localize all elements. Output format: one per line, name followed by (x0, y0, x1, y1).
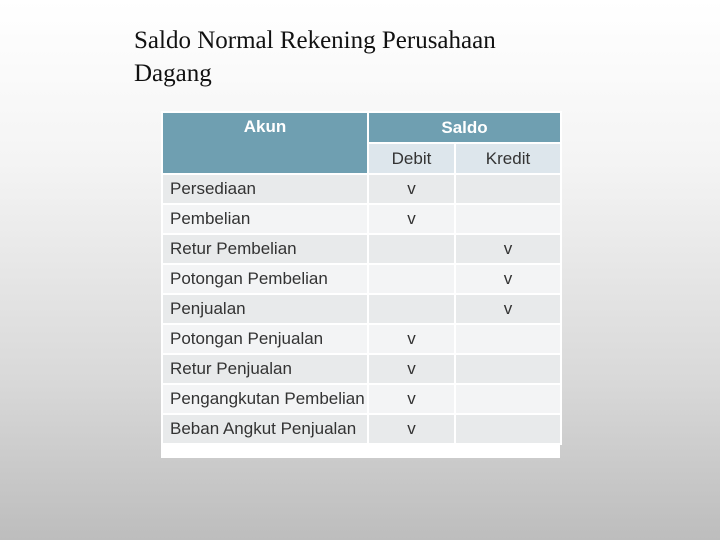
account-name-cell: Persediaan (162, 174, 368, 204)
table-row (162, 264, 561, 294)
account-name-cell: Potongan Penjualan (162, 324, 368, 354)
header-kredit: Kredit (455, 143, 561, 174)
kredit-check-cell (455, 354, 561, 384)
debit-check-cell: v (368, 324, 455, 354)
debit-check-cell (368, 234, 455, 264)
normal-balance-table-container (161, 111, 560, 458)
normal-balance-table (161, 111, 562, 445)
header-debit: Debit (368, 143, 455, 174)
account-name-cell: Pengangkutan Pembelian (162, 384, 368, 414)
debit-check-cell: v (368, 204, 455, 234)
account-name-cell: Penjualan (162, 294, 368, 324)
debit-check-cell: v (368, 354, 455, 384)
slide-title-line-2: Dagang (134, 60, 212, 87)
slide-title (134, 24, 654, 90)
debit-check-cell (368, 294, 455, 324)
kredit-check-cell (455, 204, 561, 234)
account-name-cell: Retur Penjualan (162, 354, 368, 384)
account-name-cell: Retur Pembelian (162, 234, 368, 264)
table-row (162, 174, 561, 204)
table-row (162, 384, 561, 414)
kredit-check-cell (455, 384, 561, 414)
debit-check-cell: v (368, 414, 455, 444)
account-name-cell: Potongan Pembelian (162, 264, 368, 294)
account-name-cell: Beban Angkut Penjualan (162, 414, 368, 444)
kredit-check-cell: v (455, 234, 561, 264)
debit-check-cell: v (368, 174, 455, 204)
table-row (162, 354, 561, 384)
debit-check-cell (368, 264, 455, 294)
table-row (162, 204, 561, 234)
header-akun: Akun (162, 112, 368, 174)
kredit-check-cell: v (455, 294, 561, 324)
kredit-check-cell (455, 324, 561, 354)
kredit-check-cell (455, 174, 561, 204)
slide-title-line-1: Saldo Normal Rekening Perusahaan (134, 27, 496, 54)
account-name-cell: Pembelian (162, 204, 368, 234)
table-row (162, 234, 561, 264)
kredit-check-cell: v (455, 264, 561, 294)
debit-check-cell: v (368, 384, 455, 414)
kredit-check-cell (455, 414, 561, 444)
table-row (162, 414, 561, 444)
table-header-row (162, 112, 561, 143)
table-row (162, 294, 561, 324)
table-row (162, 324, 561, 354)
header-saldo: Saldo (368, 112, 561, 143)
